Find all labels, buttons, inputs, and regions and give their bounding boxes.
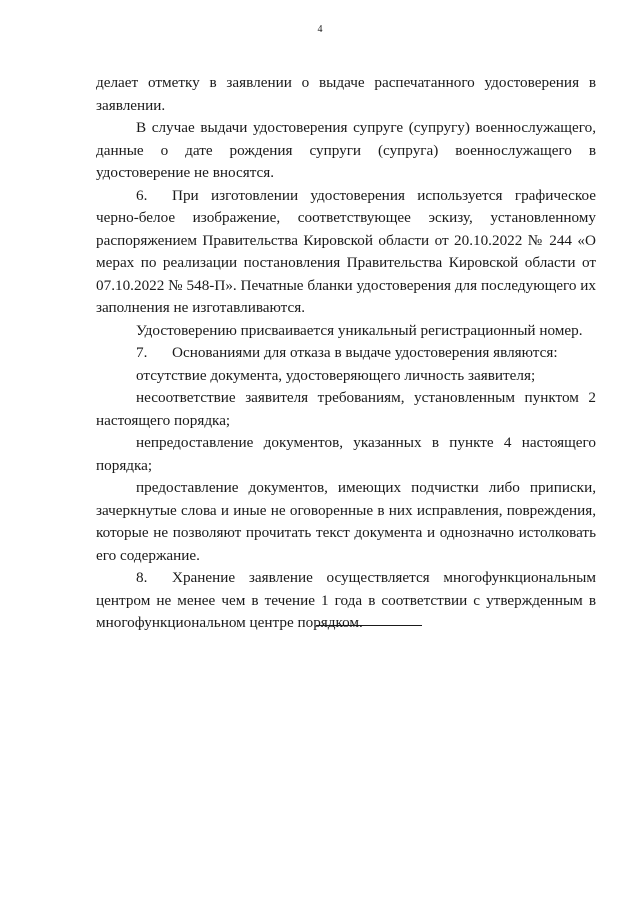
paragraph-text: несоответствие заявителя требованиям, установленным пунктом 2 настоящего порядка; <box>96 389 596 429</box>
paragraph-continuation <box>96 72 596 117</box>
paragraph-item-7 <box>96 342 596 365</box>
end-of-document-rule <box>316 625 422 626</box>
paragraph-refusal-reason-1 <box>96 365 596 388</box>
paragraph-number: 6. <box>136 186 148 204</box>
paragraph-refusal-reason-2 <box>96 387 596 432</box>
paragraph-refusal-reason-4 <box>96 477 596 567</box>
paragraph-text: делает отметку в заявлении о выдаче распечатанного удостоверения в заявлении. <box>96 74 596 114</box>
paragraph-text: В случае выдачи удостоверения супруге (супругу) военнослужащего, данные о дате рождения супруги (супруга) военнослужащего в удостоверение не вносятся. <box>96 119 596 181</box>
paragraph-text: отсутствие документа, удостоверяющего личность заявителя; <box>136 366 536 384</box>
paragraph-registration-number <box>96 320 596 343</box>
paragraph-refusal-reason-3 <box>96 432 596 477</box>
paragraph-text: предоставление документов, имеющих подчистки либо приписки, зачеркнутые слова и иные не оговоренные в них исправления, повреждения, которые не позволяют прочитать текст документа и однозначно истолковать его содержание. <box>96 479 596 564</box>
paragraph-text: Основаниями для отказа в выдаче удостоверения являются: <box>172 344 558 361</box>
paragraph-number: 7. <box>136 344 148 361</box>
page-number: 4 <box>317 24 323 35</box>
paragraph-text: При изготовлении удостоверения используется графическое черно-белое изображение, соответствующее эскизу, установленному распоряжением Правительства Кировской области от 20.10.2022 № 244 «О мерах по реализации постановления Правительства Кировской области от 07.10.2022 № 548-П». Печатные бланки удостоверения для последующего их заполнения не изготавливаются. <box>96 186 596 316</box>
paragraph-text: непредоставление документов, указанных в пункте 4 настоящего порядка; <box>96 434 596 474</box>
document-body <box>96 72 596 635</box>
paragraph-text: Удостоверению присваивается уникальный регистрационный номер. <box>136 321 583 339</box>
paragraph-number: 8. <box>136 569 148 586</box>
paragraph-text: Хранение заявление осуществляется многофункциональным центром не менее чем в течение 1 года в соответствии с утвержденным в многофункциональном центре порядком. <box>96 569 596 631</box>
paragraph-item-6 <box>96 185 596 320</box>
paragraph-spouse-note <box>96 117 596 185</box>
